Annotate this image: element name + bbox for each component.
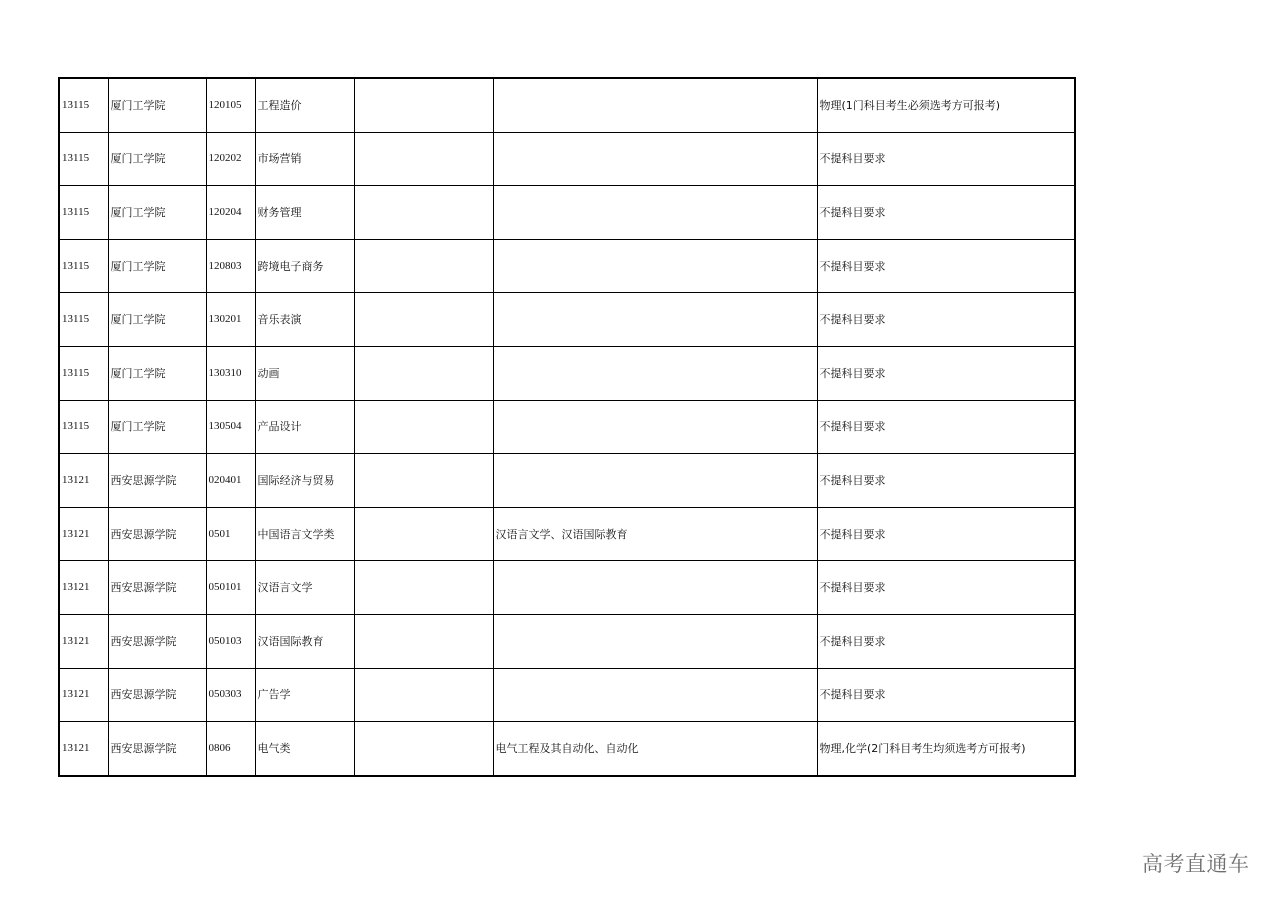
major-name-cell: 工程造价 xyxy=(255,78,354,132)
major-name-cell: 汉语国际教育 xyxy=(255,614,354,668)
included-majors-cell xyxy=(493,293,817,347)
subject-requirement-cell: 不提科目要求 xyxy=(817,400,1075,454)
table-row xyxy=(59,400,1075,454)
subject-requirement-cell: 物理(1门科目考生必须选考方可报考) xyxy=(817,78,1075,132)
school-code-cell: 13121 xyxy=(59,507,108,561)
table-row xyxy=(59,668,1075,722)
school-code-cell: 13115 xyxy=(59,239,108,293)
major-code-cell: 050303 xyxy=(206,668,255,722)
school-name-cell: 厦门工学院 xyxy=(108,293,206,347)
table-row xyxy=(59,346,1075,400)
subject-requirement-cell: 不提科目要求 xyxy=(817,346,1075,400)
table-row xyxy=(59,507,1075,561)
included-majors-cell xyxy=(493,400,817,454)
included-majors-cell xyxy=(493,668,817,722)
included-majors-cell: 汉语言文学、汉语国际教育 xyxy=(493,507,817,561)
major-name-cell: 汉语言文学 xyxy=(255,561,354,615)
table-row xyxy=(59,186,1075,240)
major-code-cell: 130504 xyxy=(206,400,255,454)
school-code-cell: 13121 xyxy=(59,561,108,615)
blank-cell xyxy=(354,507,493,561)
major-code-cell: 0806 xyxy=(206,722,255,776)
school-name-cell: 厦门工学院 xyxy=(108,346,206,400)
table-row xyxy=(59,78,1075,132)
included-majors-cell xyxy=(493,614,817,668)
major-code-cell: 050101 xyxy=(206,561,255,615)
subject-requirement-cell: 不提科目要求 xyxy=(817,186,1075,240)
subject-requirement-cell: 不提科目要求 xyxy=(817,454,1075,508)
school-name-cell: 厦门工学院 xyxy=(108,186,206,240)
major-name-cell: 中国语言文学类 xyxy=(255,507,354,561)
school-name-cell: 西安思源学院 xyxy=(108,507,206,561)
blank-cell xyxy=(354,722,493,776)
blank-cell xyxy=(354,346,493,400)
blank-cell xyxy=(354,132,493,186)
blank-cell xyxy=(354,400,493,454)
major-name-cell: 音乐表演 xyxy=(255,293,354,347)
major-code-cell: 120105 xyxy=(206,78,255,132)
school-code-cell: 13121 xyxy=(59,722,108,776)
included-majors-cell xyxy=(493,561,817,615)
blank-cell xyxy=(354,293,493,347)
subject-requirement-cell: 物理,化学(2门科目考生均须选考方可报考) xyxy=(817,722,1075,776)
major-code-cell: 130310 xyxy=(206,346,255,400)
blank-cell xyxy=(354,614,493,668)
school-name-cell: 西安思源学院 xyxy=(108,614,206,668)
major-code-cell: 0501 xyxy=(206,507,255,561)
subject-requirement-cell: 不提科目要求 xyxy=(817,507,1075,561)
included-majors-cell xyxy=(493,78,817,132)
subject-requirement-cell: 不提科目要求 xyxy=(817,132,1075,186)
major-name-cell: 产品设计 xyxy=(255,400,354,454)
major-name-cell: 动画 xyxy=(255,346,354,400)
blank-cell xyxy=(354,78,493,132)
included-majors-cell xyxy=(493,239,817,293)
table-row xyxy=(59,722,1075,776)
major-name-cell: 跨境电子商务 xyxy=(255,239,354,293)
school-code-cell: 13121 xyxy=(59,454,108,508)
subject-requirement-cell: 不提科目要求 xyxy=(817,293,1075,347)
subject-requirement-cell: 不提科目要求 xyxy=(817,668,1075,722)
school-name-cell: 厦门工学院 xyxy=(108,132,206,186)
school-name-cell: 厦门工学院 xyxy=(108,400,206,454)
major-code-cell: 120202 xyxy=(206,132,255,186)
included-majors-cell xyxy=(493,132,817,186)
school-code-cell: 13115 xyxy=(59,132,108,186)
subject-requirement-cell: 不提科目要求 xyxy=(817,239,1075,293)
school-name-cell: 西安思源学院 xyxy=(108,454,206,508)
table-row xyxy=(59,293,1075,347)
school-name-cell: 西安思源学院 xyxy=(108,561,206,615)
major-code-cell: 120803 xyxy=(206,239,255,293)
table-row xyxy=(59,561,1075,615)
school-code-cell: 13115 xyxy=(59,186,108,240)
table-row xyxy=(59,614,1075,668)
table-body xyxy=(59,78,1075,776)
table-row xyxy=(59,239,1075,293)
major-name-cell: 广告学 xyxy=(255,668,354,722)
blank-cell xyxy=(354,668,493,722)
school-name-cell: 西安思源学院 xyxy=(108,668,206,722)
school-code-cell: 13121 xyxy=(59,614,108,668)
blank-cell xyxy=(354,454,493,508)
school-name-cell: 厦门工学院 xyxy=(108,78,206,132)
school-code-cell: 13115 xyxy=(59,346,108,400)
subject-requirement-cell: 不提科目要求 xyxy=(817,561,1075,615)
major-code-cell: 130201 xyxy=(206,293,255,347)
blank-cell xyxy=(354,239,493,293)
major-name-cell: 电气类 xyxy=(255,722,354,776)
school-code-cell: 13115 xyxy=(59,78,108,132)
major-name-cell: 国际经济与贸易 xyxy=(255,454,354,508)
major-code-cell: 050103 xyxy=(206,614,255,668)
subject-requirement-cell: 不提科目要求 xyxy=(817,614,1075,668)
table-row xyxy=(59,132,1075,186)
school-code-cell: 13121 xyxy=(59,668,108,722)
included-majors-cell xyxy=(493,346,817,400)
school-name-cell: 西安思源学院 xyxy=(108,722,206,776)
watermark-text: 高考直通车 xyxy=(1142,852,1250,876)
included-majors-cell xyxy=(493,186,817,240)
school-code-cell: 13115 xyxy=(59,400,108,454)
school-code-cell: 13115 xyxy=(59,293,108,347)
included-majors-cell xyxy=(493,454,817,508)
major-name-cell: 财务管理 xyxy=(255,186,354,240)
major-name-cell: 市场营销 xyxy=(255,132,354,186)
major-code-cell: 020401 xyxy=(206,454,255,508)
included-majors-cell: 电气工程及其自动化、自动化 xyxy=(493,722,817,776)
table-row xyxy=(59,454,1075,508)
major-code-cell: 120204 xyxy=(206,186,255,240)
blank-cell xyxy=(354,561,493,615)
blank-cell xyxy=(354,186,493,240)
admission-subject-table xyxy=(58,77,1076,777)
school-name-cell: 厦门工学院 xyxy=(108,239,206,293)
